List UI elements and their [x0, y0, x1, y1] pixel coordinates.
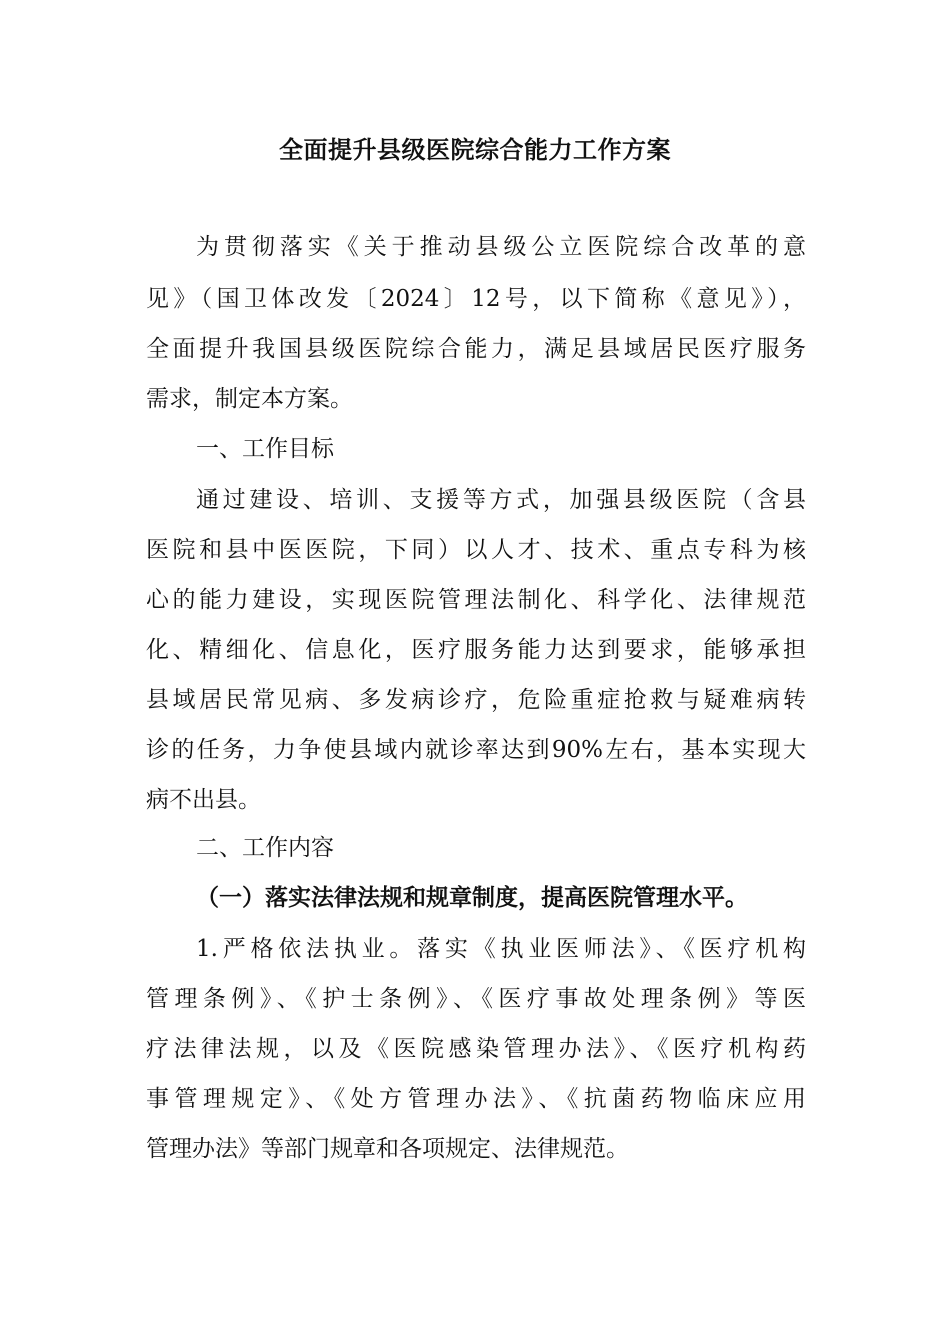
section-1-line-4: 化、精细化、信息化，医疗服务能力达到要求，能够承担 [146, 637, 806, 663]
section-2-heading: 二、工作内容 [196, 835, 334, 861]
document-title: 全面提升县级医院综合能力工作方案 [279, 136, 671, 164]
section-2-line-3: 疗法律法规，以及《医院感染管理办法》、《医疗机构药 [146, 1036, 806, 1062]
section-1-line-1: 通过建设、培训、支援等方式，加强县级医院（含县 [196, 487, 806, 513]
section-1-heading: 一、工作目标 [196, 436, 334, 462]
intro-line-1: 为贯彻落实《关于推动县级公立医院综合改革的意 [196, 234, 806, 260]
section-1-line-5: 县域居民常见病、多发病诊疗，危险重症抢救与疑难病转 [146, 687, 806, 713]
section-2-line-1: 1.严格依法执业。落实《执业医师法》、《医疗机构 [196, 936, 806, 962]
intro-line-4: 需求，制定本方案。 [146, 386, 353, 412]
section-2-line-4: 事管理规定》、《处方管理办法》、《抗菌药物临床应用 [146, 1086, 806, 1112]
section-1-line-6: 诊的任务，力争使县域内就诊率达到90%左右，基本实现大 [146, 737, 806, 763]
section-2-subheading: （一）落实法律法规和规章制度，提高医院管理水平。 [196, 885, 748, 911]
section-1-line-2: 医院和县中医医院，下同）以人才、技术、重点专科为核 [146, 537, 806, 563]
section-2-line-2: 管理条例》、《护士条例》、《医疗事故处理条例》等医 [146, 986, 806, 1012]
section-1-line-7: 病不出县。 [146, 787, 261, 813]
intro-line-2: 见》（国卫体改发〔2024〕12号，以下简称《意见》）， [146, 286, 806, 312]
section-1-line-3: 心的能力建设，实现医院管理法制化、科学化、法律规范 [146, 587, 806, 613]
section-2-line-5: 管理办法》等部门规章和各项规定、法律规范。 [146, 1136, 629, 1162]
intro-line-3: 全面提升我国县级医院综合能力，满足县域居民医疗服务 [146, 336, 806, 362]
